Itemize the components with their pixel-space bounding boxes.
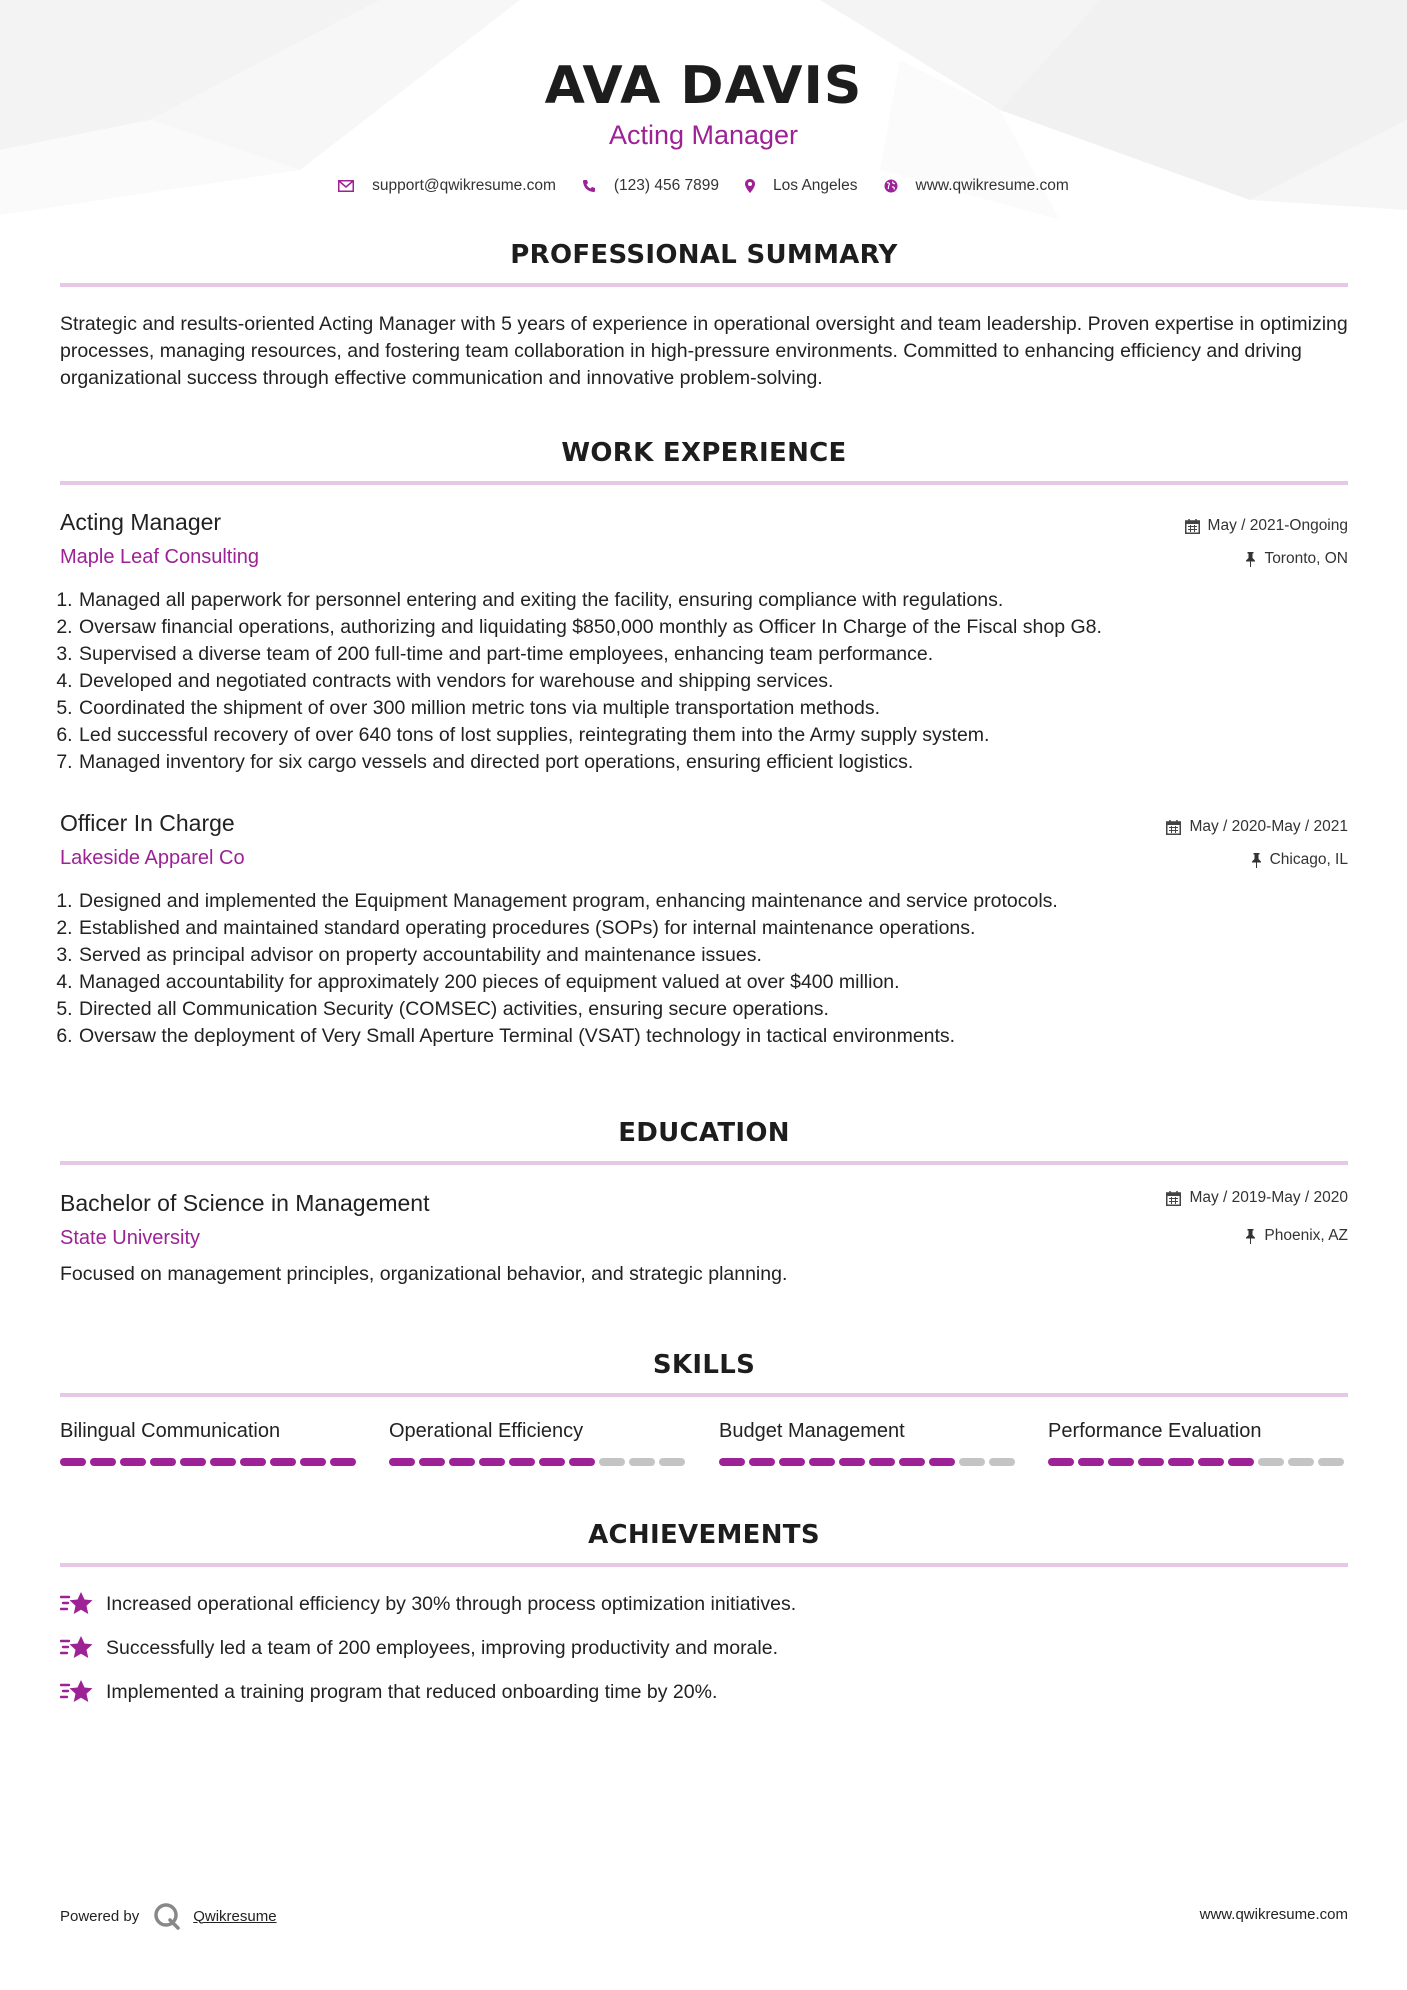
list-item: 4. Managed accountability for approximately 200 pieces of equipment valued at over $400 million. [78, 969, 1368, 996]
phone-text: (123) 456 7899 [613, 177, 720, 194]
skill-item [60, 1420, 360, 1466]
skill-item [719, 1420, 1019, 1466]
skill-segment-filled [839, 1458, 865, 1466]
location-text: Los Angeles [773, 177, 858, 194]
skill-name: Operational Efficiency [389, 1420, 584, 1442]
skill-segment-filled [509, 1458, 535, 1466]
list-item: 2. Established and maintained standard operating procedures (SOPs) for internal maintenance operations. [78, 915, 1368, 942]
company-name: Lakeside Apparel Co [60, 847, 245, 869]
star-icon [60, 1591, 94, 1617]
section-title-experience: WORK EXPERIENCE [561, 438, 847, 468]
summary-text: Strategic and results-oriented Acting Manager with 5 years of experience in operational oversight and team leadership. Proven expertise in optimizing processes, managing resources, and fostering team collaboration in high-pressure environments. Committed to enhancing efficiency and driving organizational success through effective communication and innovative problem-solving. [60, 313, 1348, 389]
contact-location [745, 177, 857, 195]
list-item: 2. Oversaw financial operations, authorizing and liquidating $850,000 monthly as Officer In Charge of the Fiscal shop G8. [78, 614, 1368, 641]
achievement-item [60, 1679, 717, 1705]
calendar-icon [1166, 820, 1181, 835]
job-dates [1185, 517, 1348, 535]
candidate-name: AVA DAVIS [544, 56, 863, 116]
contact-phone[interactable] [582, 177, 719, 195]
job-bullet-list [60, 888, 1368, 1050]
skill-segment-filled [210, 1458, 236, 1466]
list-item: 6. Oversaw the deployment of Very Small Aperture Terminal (VSAT) technology in tactical environments. [78, 1023, 1368, 1050]
job-dates-text: May / 2021-Ongoing [1207, 517, 1348, 534]
globe-icon [884, 179, 898, 193]
powered-by-label: Powered by [60, 1907, 140, 1925]
section-title-education: EDUCATION [618, 1118, 790, 1148]
skill-level-bar [719, 1458, 1019, 1466]
job-location [1251, 851, 1348, 869]
skill-segment-filled [449, 1458, 475, 1466]
education-location-text: Phoenix, AZ [1264, 1227, 1348, 1244]
skill-segment-filled [1078, 1458, 1104, 1466]
skill-segment-filled [120, 1458, 146, 1466]
education-location [1245, 1227, 1348, 1245]
job-location-text: Toronto, ON [1264, 550, 1348, 567]
skill-segment-empty [959, 1458, 985, 1466]
skill-level-bar [1048, 1458, 1348, 1466]
job-bullet-list [60, 587, 1368, 776]
section-divider [60, 283, 1348, 287]
section-divider [60, 481, 1348, 485]
skill-segment-filled [330, 1458, 356, 1466]
section-title-achievements: ACHIEVEMENTS [588, 1520, 820, 1550]
skill-name: Performance Evaluation [1048, 1420, 1262, 1442]
skill-segment-filled [1168, 1458, 1194, 1466]
contact-email[interactable] [338, 177, 556, 195]
skill-level-bar [60, 1458, 360, 1466]
website-text: www.qwikresume.com [915, 177, 1069, 194]
skill-segment-filled [180, 1458, 206, 1466]
skill-segment-filled [929, 1458, 955, 1466]
section-title-skills: SKILLS [652, 1350, 756, 1380]
skill-name: Bilingual Communication [60, 1420, 281, 1442]
candidate-role: Acting Manager [608, 120, 799, 150]
calendar-icon [1166, 1191, 1181, 1206]
job-dates-text: May / 2020-May / 2021 [1189, 818, 1348, 835]
achievement-text: Implemented a training program that reduced onboarding time by 20%. [106, 1680, 718, 1703]
list-item: 1. Designed and implemented the Equipment Management program, enhancing maintenance and service protocols. [78, 888, 1368, 915]
skill-segment-filled [240, 1458, 266, 1466]
achievement-text: Increased operational efficiency by 30% through process optimization initiatives. [106, 1592, 797, 1615]
pushpin-icon [1245, 1229, 1256, 1244]
list-item: 3. Supervised a diverse team of 200 full-time and part-time employees, enhancing team performance. [78, 641, 1368, 668]
skill-segment-filled [270, 1458, 296, 1466]
envelope-icon [338, 180, 354, 192]
skill-segment-filled [869, 1458, 895, 1466]
map-pin-icon [745, 179, 755, 193]
job-title: Officer In Charge [60, 810, 235, 836]
skill-segment-filled [1198, 1458, 1224, 1466]
education-description: Focused on management principles, organizational behavior, and strategic planning. [60, 1263, 788, 1285]
footer-website-link[interactable]: www.qwikresume.com [1199, 1906, 1348, 1923]
section-divider [60, 1161, 1348, 1165]
degree-title: Bachelor of Science in Management [60, 1190, 430, 1216]
skill-segment-filled [479, 1458, 505, 1466]
skill-segment-empty [629, 1458, 655, 1466]
achievement-item [60, 1591, 796, 1617]
phone-icon [582, 179, 596, 193]
skill-segment-empty [1288, 1458, 1314, 1466]
list-item: 5. Coordinated the shipment of over 300 million metric tons via multiple transportation methods. [78, 695, 1368, 722]
star-icon [60, 1635, 94, 1661]
skill-segment-filled [60, 1458, 86, 1466]
footer-powered-by [60, 1902, 277, 1930]
section-title-summary: PROFESSIONAL SUMMARY [510, 240, 898, 270]
skill-segment-filled [1108, 1458, 1134, 1466]
job-title: Acting Manager [60, 509, 222, 535]
skill-segment-filled [539, 1458, 565, 1466]
skill-item [389, 1420, 689, 1466]
list-item: 5. Directed all Communication Security (COMSEC) activities, ensuring secure operations. [78, 996, 1368, 1023]
skill-item [1048, 1420, 1348, 1466]
pushpin-icon [1251, 853, 1262, 868]
list-item: 7. Managed inventory for six cargo vessels and directed port operations, ensuring efficient logistics. [78, 749, 1368, 776]
qwikresume-logo-icon [153, 1902, 181, 1930]
skill-segment-filled [150, 1458, 176, 1466]
skill-segment-filled [90, 1458, 116, 1466]
skill-segment-empty [1258, 1458, 1284, 1466]
skill-segment-filled [1048, 1458, 1074, 1466]
calendar-icon [1185, 519, 1200, 534]
skill-segment-empty [1318, 1458, 1344, 1466]
skill-segment-empty [599, 1458, 625, 1466]
contact-bar [0, 174, 1407, 198]
education-dates-text: May / 2019-May / 2020 [1189, 1189, 1348, 1206]
skill-level-bar [389, 1458, 689, 1466]
section-divider [60, 1393, 1348, 1397]
skill-segment-filled [719, 1458, 745, 1466]
star-icon [60, 1679, 94, 1705]
skill-segment-filled [809, 1458, 835, 1466]
skill-segment-filled [899, 1458, 925, 1466]
job-location [1245, 550, 1348, 568]
job-location-text: Chicago, IL [1269, 851, 1348, 868]
achievement-item [60, 1635, 778, 1661]
skill-segment-filled [569, 1458, 595, 1466]
skill-segment-empty [989, 1458, 1015, 1466]
list-item: 1. Managed all paperwork for personnel entering and exiting the facility, ensuring compliance with regulations. [78, 587, 1368, 614]
list-item: 3. Served as principal advisor on property accountability and maintenance issues. [78, 942, 1368, 969]
pushpin-icon [1245, 552, 1256, 567]
skill-segment-empty [659, 1458, 685, 1466]
skill-segment-filled [300, 1458, 326, 1466]
skill-segment-filled [749, 1458, 775, 1466]
email-text: support@qwikresume.com [372, 177, 556, 194]
skill-segment-filled [419, 1458, 445, 1466]
skill-segment-filled [779, 1458, 805, 1466]
contact-website[interactable] [884, 177, 1069, 195]
job-dates [1166, 818, 1348, 836]
list-item: 4. Developed and negotiated contracts with vendors for warehouse and shipping services. [78, 668, 1368, 695]
school-name: State University [60, 1227, 201, 1249]
skill-segment-filled [1228, 1458, 1254, 1466]
achievement-text: Successfully led a team of 200 employees, improving productivity and morale. [106, 1636, 778, 1659]
section-divider [60, 1563, 1348, 1567]
brand-link[interactable]: Qwikresume [193, 1907, 277, 1925]
list-item: 6. Led successful recovery of over 640 tons of lost supplies, reintegrating them into the Army supply system. [78, 722, 1368, 749]
skill-segment-filled [1138, 1458, 1164, 1466]
skill-name: Budget Management [719, 1420, 905, 1442]
company-name: Maple Leaf Consulting [60, 546, 260, 568]
skill-segment-filled [389, 1458, 415, 1466]
education-dates [1166, 1189, 1348, 1207]
